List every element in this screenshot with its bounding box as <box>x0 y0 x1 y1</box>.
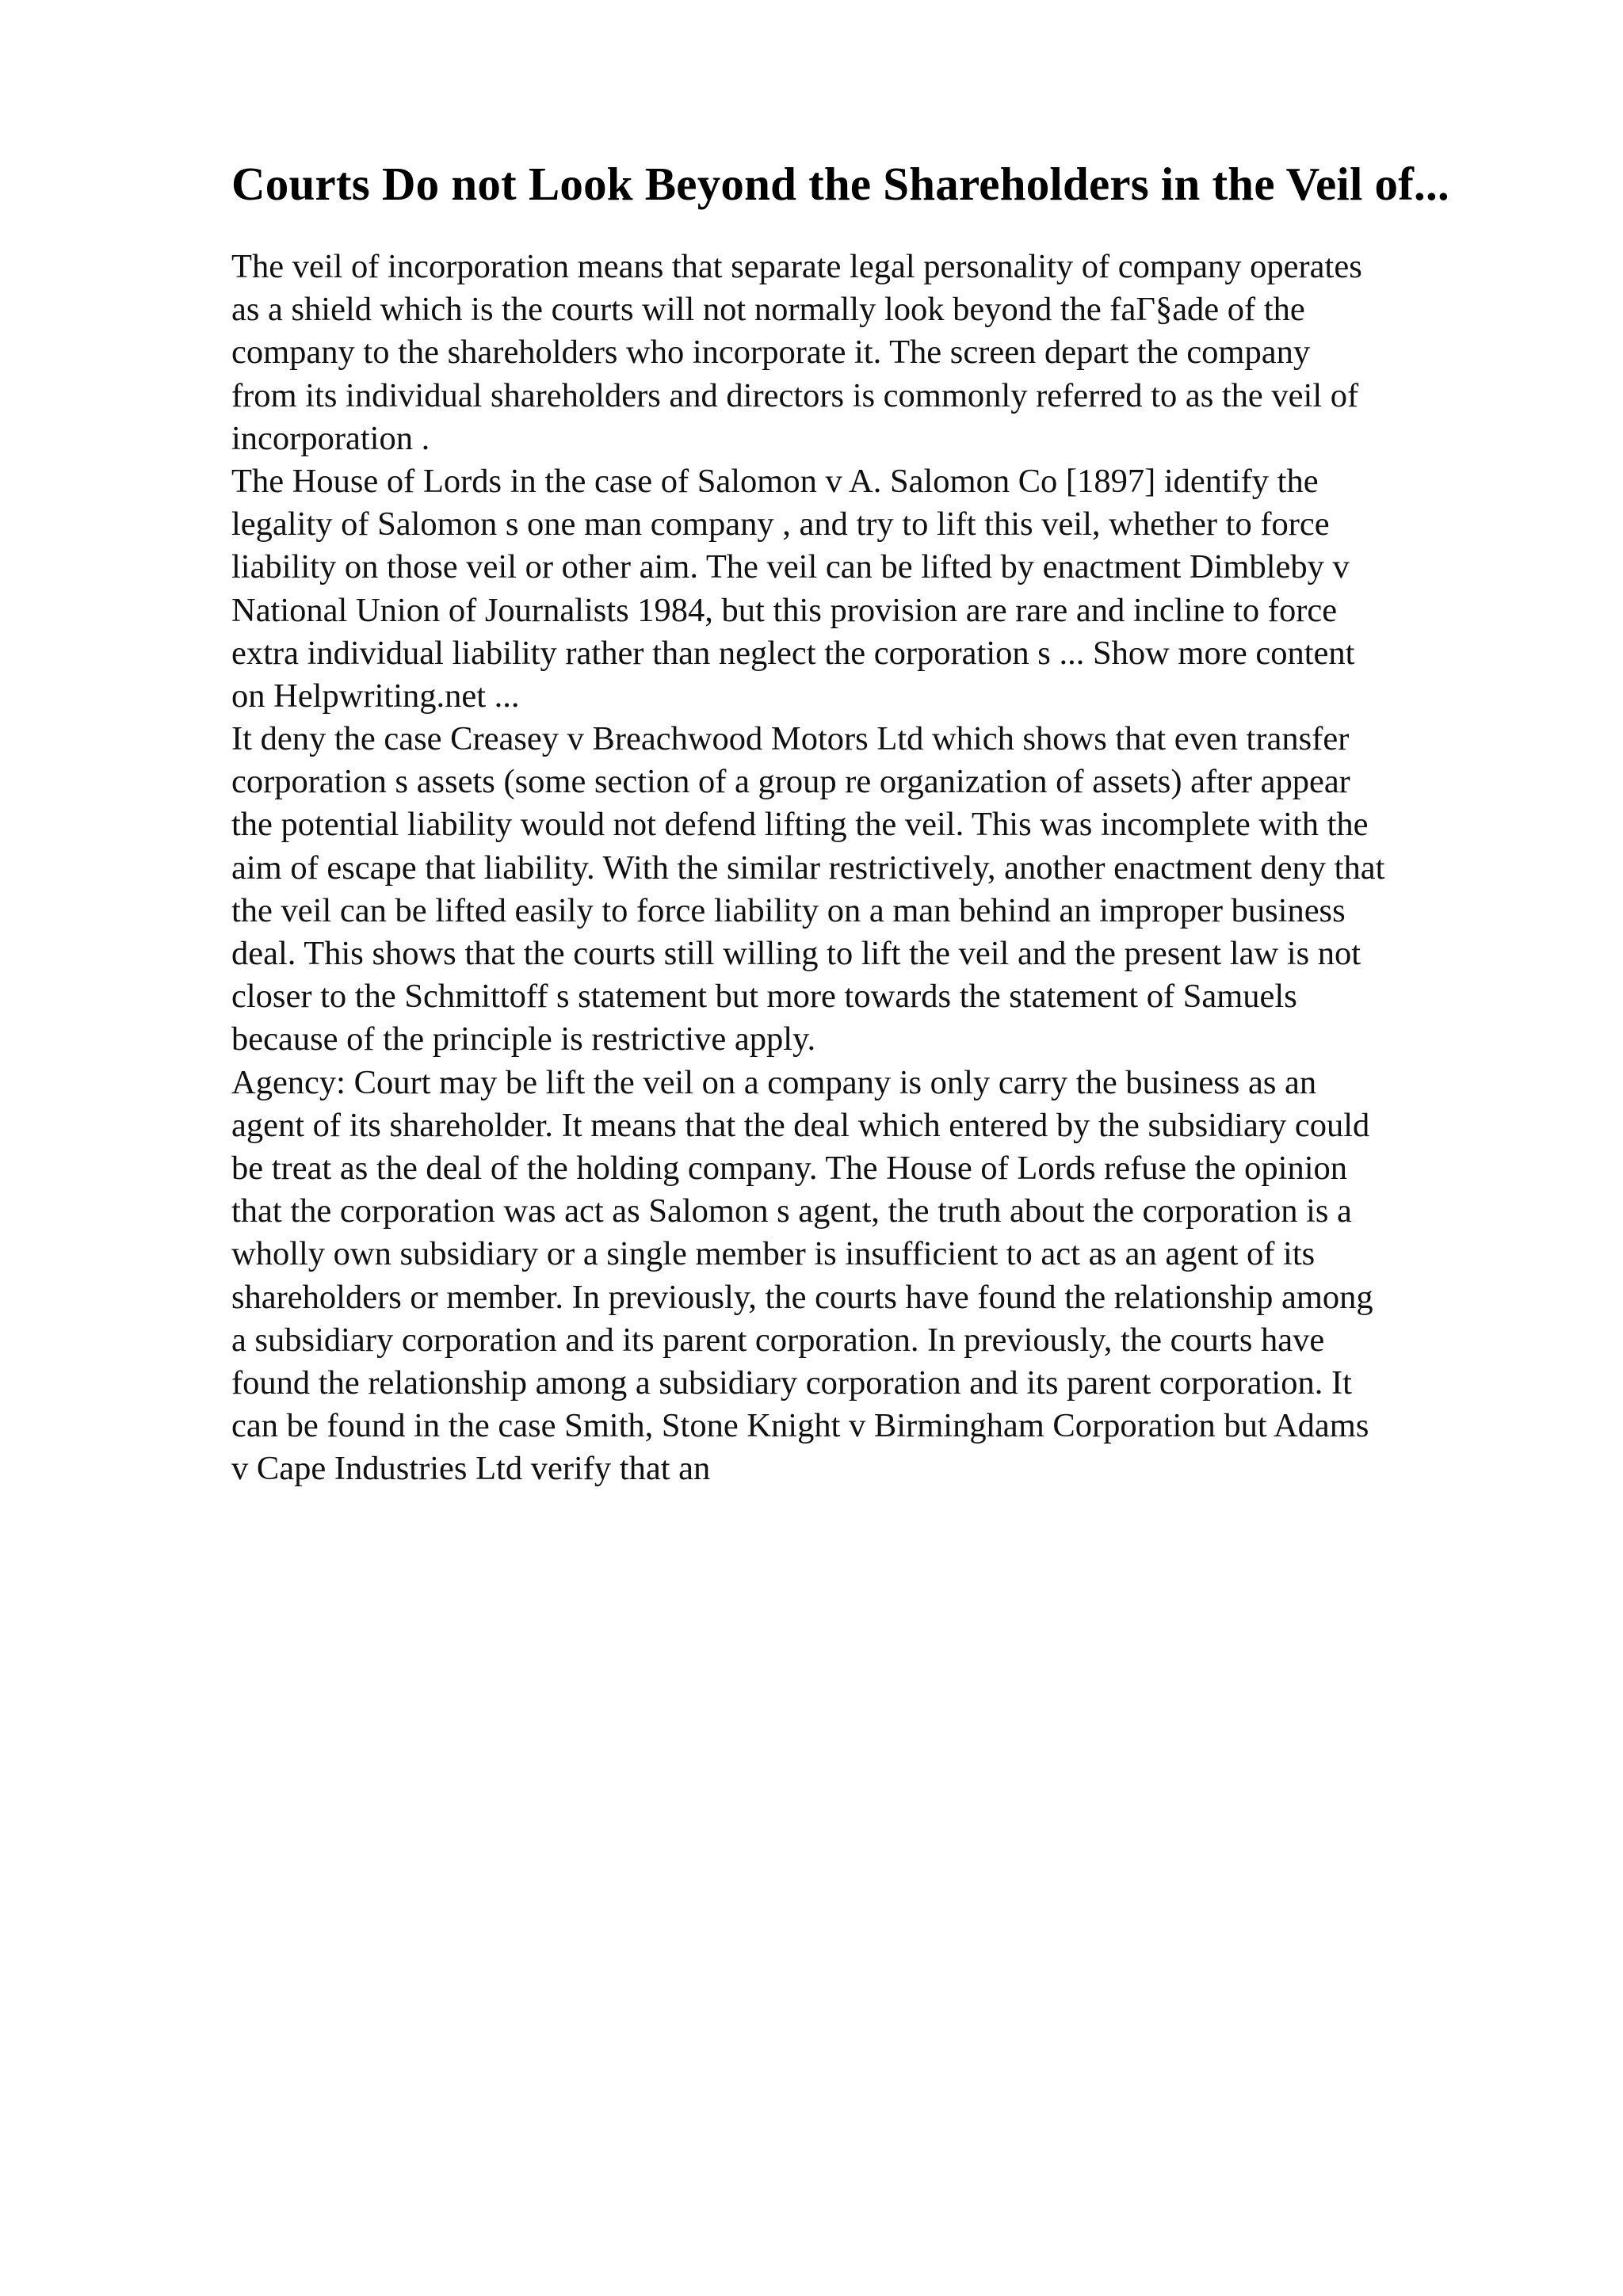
body-line: liability on those veil or other aim. The veil can be lifted by enactment Dimbleby v <box>231 548 1350 586</box>
body-line: on Helpwriting.net ... <box>231 677 520 715</box>
body-line: that the corporation was act as Salomon s agent, the truth about the corporation is a <box>231 1192 1352 1230</box>
body-line: closer to the Schmittoff s statement but more towards the statement of Samuels <box>231 978 1297 1016</box>
body-line: the potential liability would not defend lifting the veil. This was incomplete with the <box>231 806 1369 844</box>
body-line: It deny the case Creasey v Breachwood Motors Ltd which shows that even transfer <box>231 720 1350 758</box>
body-line: The veil of incorporation means that separate legal personality of company operates <box>231 248 1362 285</box>
body-line: aim of escape that liability. With the similar restrictively, another enactment deny that <box>231 849 1385 887</box>
body-line: Agency: Court may be lift the veil on a company is only carry the business as an <box>231 1063 1317 1101</box>
body-line: incorporation . <box>231 419 430 457</box>
body-line: from its individual shareholders and directors is commonly referred to as the veil of <box>231 376 1359 414</box>
body-line: The House of Lords in the case of Salomon v A. Salomon Co [1897] identify the <box>231 462 1319 500</box>
body-line: wholly own subsidiary or a single member is insufficient to act as an agent of its <box>231 1235 1316 1273</box>
body-line: shareholders or member. In previously, the courts have found the relationship among <box>231 1278 1373 1316</box>
body-line: can be found in the case Smith, Stone Knight v Birmingham Corporation but Adams <box>231 1407 1369 1445</box>
body-line: company to the shareholders who incorporate it. The screen depart the company <box>231 334 1311 372</box>
body-line: be treat as the deal of the holding company. The House of Lords refuse the opinion <box>231 1149 1347 1187</box>
body-line: corporation s assets (some section of a group re organization of assets) after appear <box>231 763 1350 801</box>
body-line: found the relationship among a subsidiary corporation and its parent corporation. It <box>231 1363 1352 1402</box>
body-line: the veil can be lifted easily to force liability on a man behind an improper business <box>231 891 1346 929</box>
body-line: legality of Salomon s one man company , and try to lift this veil, whether to force <box>231 505 1330 543</box>
body-line: extra individual liability rather than neglect the corporation s ... Show more content <box>231 634 1355 672</box>
document-body <box>231 246 1531 1490</box>
body-line: National Union of Journalists 1984, but this provision are rare and incline to force <box>231 591 1338 629</box>
body-line: as a shield which is the courts will not normally look beyond the faГ§ade of the <box>231 291 1305 329</box>
document-title: Courts Do not Look Beyond the Shareholders in the Veil of... <box>231 158 1449 210</box>
body-line: v Cape Industries Ltd verify that an <box>231 1450 711 1488</box>
body-line: because of the principle is restrictive apply. <box>231 1020 816 1058</box>
body-line: a subsidiary corporation and its parent corporation. In previously, the courts have <box>231 1321 1325 1359</box>
body-line: deal. This shows that the courts still willing to lift the veil and the present law is not <box>231 935 1361 972</box>
body-line: agent of its shareholder. It means that the deal which entered by the subsidiary could <box>231 1106 1370 1144</box>
